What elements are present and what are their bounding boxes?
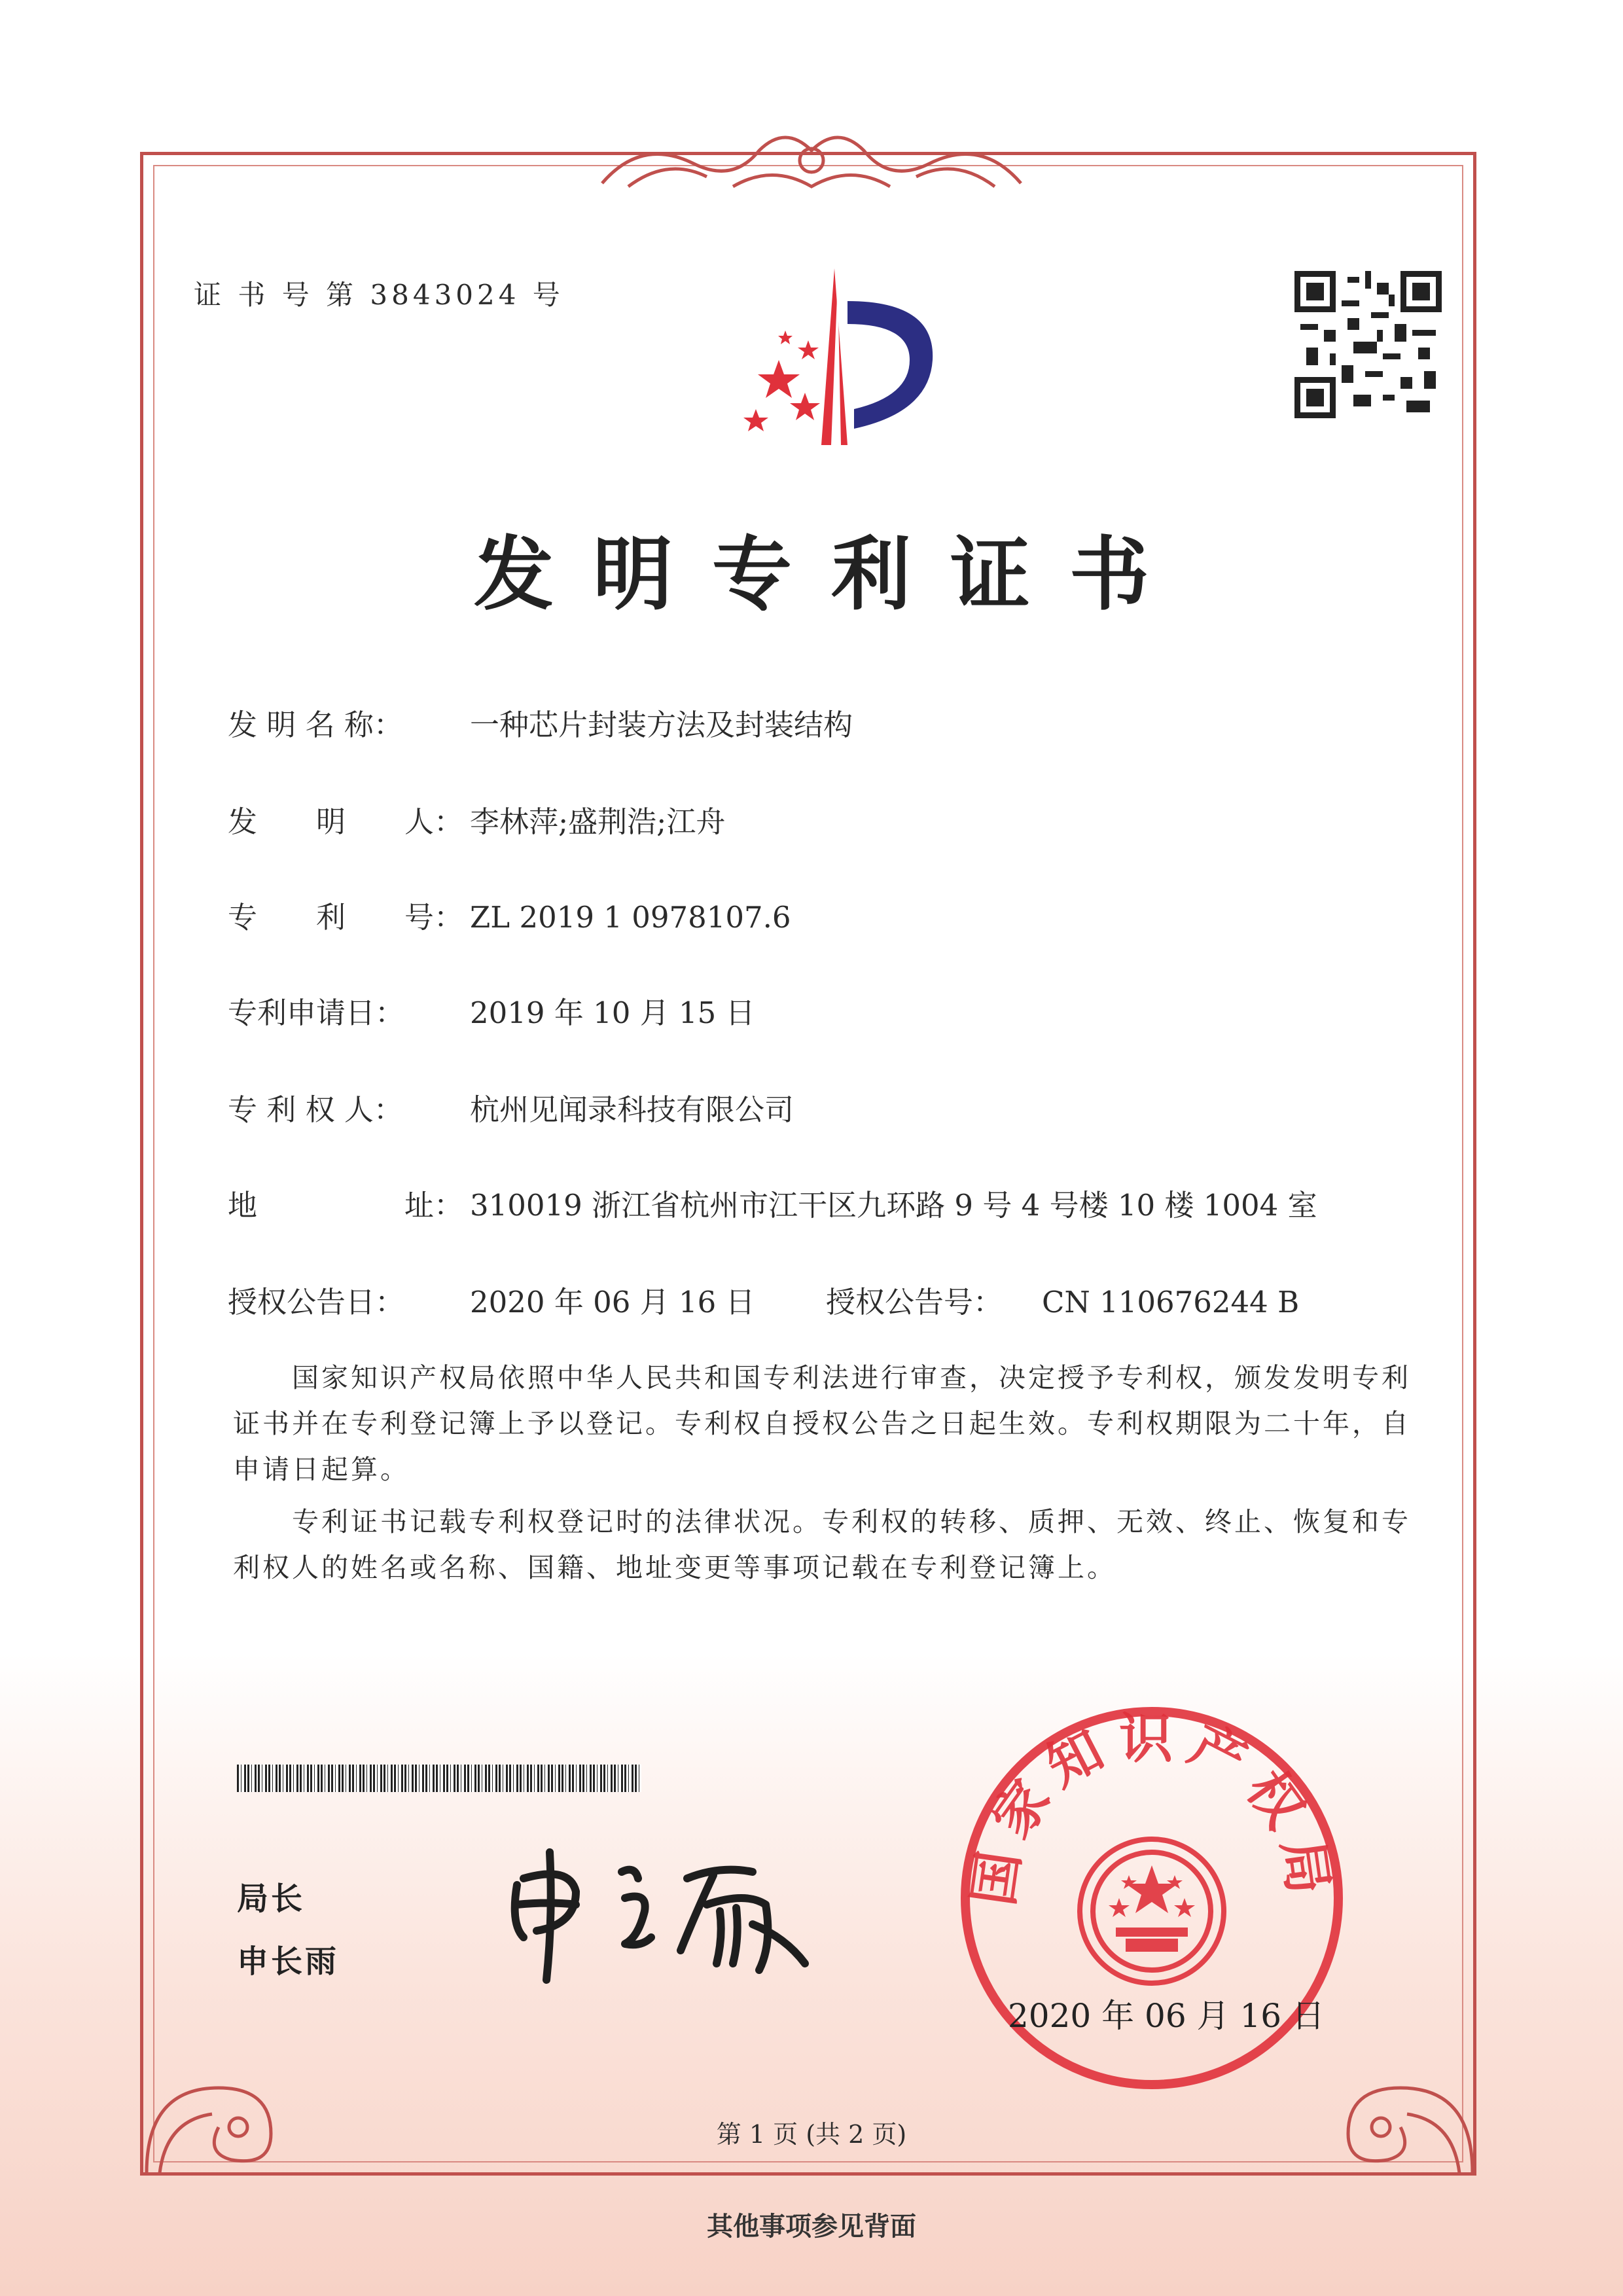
field-patentee	[228, 1090, 794, 1130]
field-value: 310019 浙江省杭州市江干区九环路 9 号 4 号楼 10 楼 1004 室	[470, 1188, 1317, 1223]
field-label: 授权公告号：	[826, 1285, 1003, 1319]
seal-text: 国家知识产权局	[961, 1707, 1342, 1910]
field-label: 发 明 人：	[228, 804, 464, 839]
field-grant-number	[826, 1283, 1299, 1322]
certificate-number: 证 书 号 第 3843024 号	[194, 279, 564, 311]
field-value: 一种芯片封装方法及封装结构	[470, 708, 853, 742]
field-grant-date	[228, 1283, 755, 1322]
field-filing-date	[228, 994, 755, 1033]
field-label: 专利申请日：	[228, 996, 405, 1030]
director-name: 申长雨	[237, 1943, 340, 1980]
cnipa-logo-icon	[707, 262, 942, 452]
page-number: 第 1 页 (共 2 页)	[716, 2120, 907, 2149]
barcode-icon	[237, 1765, 641, 1792]
field-value: ZL 2019 1 0978107.6	[470, 900, 791, 935]
field-label: 授权公告日：	[228, 1285, 405, 1319]
qr-code-icon	[1294, 271, 1442, 418]
seal-date: 2020 年 06 月 16 日	[1008, 1997, 1325, 2035]
back-note: 其他事项参见背面	[707, 2211, 916, 2242]
director-title: 局长	[237, 1880, 306, 1917]
field-value: 2020 年 06 月 16 日	[470, 1285, 755, 1319]
paragraph-legal-status: 专利证书记载专利权登记时的法律状况。专利权的转移、质押、无效、终止、恢复和专利权人的姓名或名称、国籍、地址变更等事项记载在专利登记簿上。	[233, 1506, 1411, 1583]
top-ornament-icon	[589, 124, 1034, 196]
field-invention-name	[228, 706, 853, 745]
director-signature	[497, 1839, 838, 1990]
page-title: 发明专利证书	[474, 527, 1188, 621]
field-label: 专 利 权 人：	[228, 1092, 403, 1127]
field-value: 李林萍;盛荆浩;江舟	[470, 804, 726, 839]
field-label: 专 利 号：	[228, 900, 464, 935]
field-inventors	[228, 802, 725, 842]
field-address	[228, 1186, 1317, 1225]
field-label: 地 址：	[228, 1188, 464, 1223]
paragraph-grant-notice: 国家知识产权局依照中华人民共和国专利法进行审查，决定授予专利权，颁发发明专利证书并在专利登记簿上予以登记。专利权自授权公告之日起生效。专利权期限为二十年，自申请日起算。	[233, 1362, 1411, 1485]
field-value: 杭州见闻录科技有限公司	[470, 1092, 794, 1127]
field-patent-number	[228, 898, 791, 937]
field-value: 2019 年 10 月 15 日	[470, 996, 755, 1030]
field-value: CN 110676244 B	[1042, 1285, 1300, 1319]
field-label: 发 明 名 称：	[228, 708, 403, 742]
